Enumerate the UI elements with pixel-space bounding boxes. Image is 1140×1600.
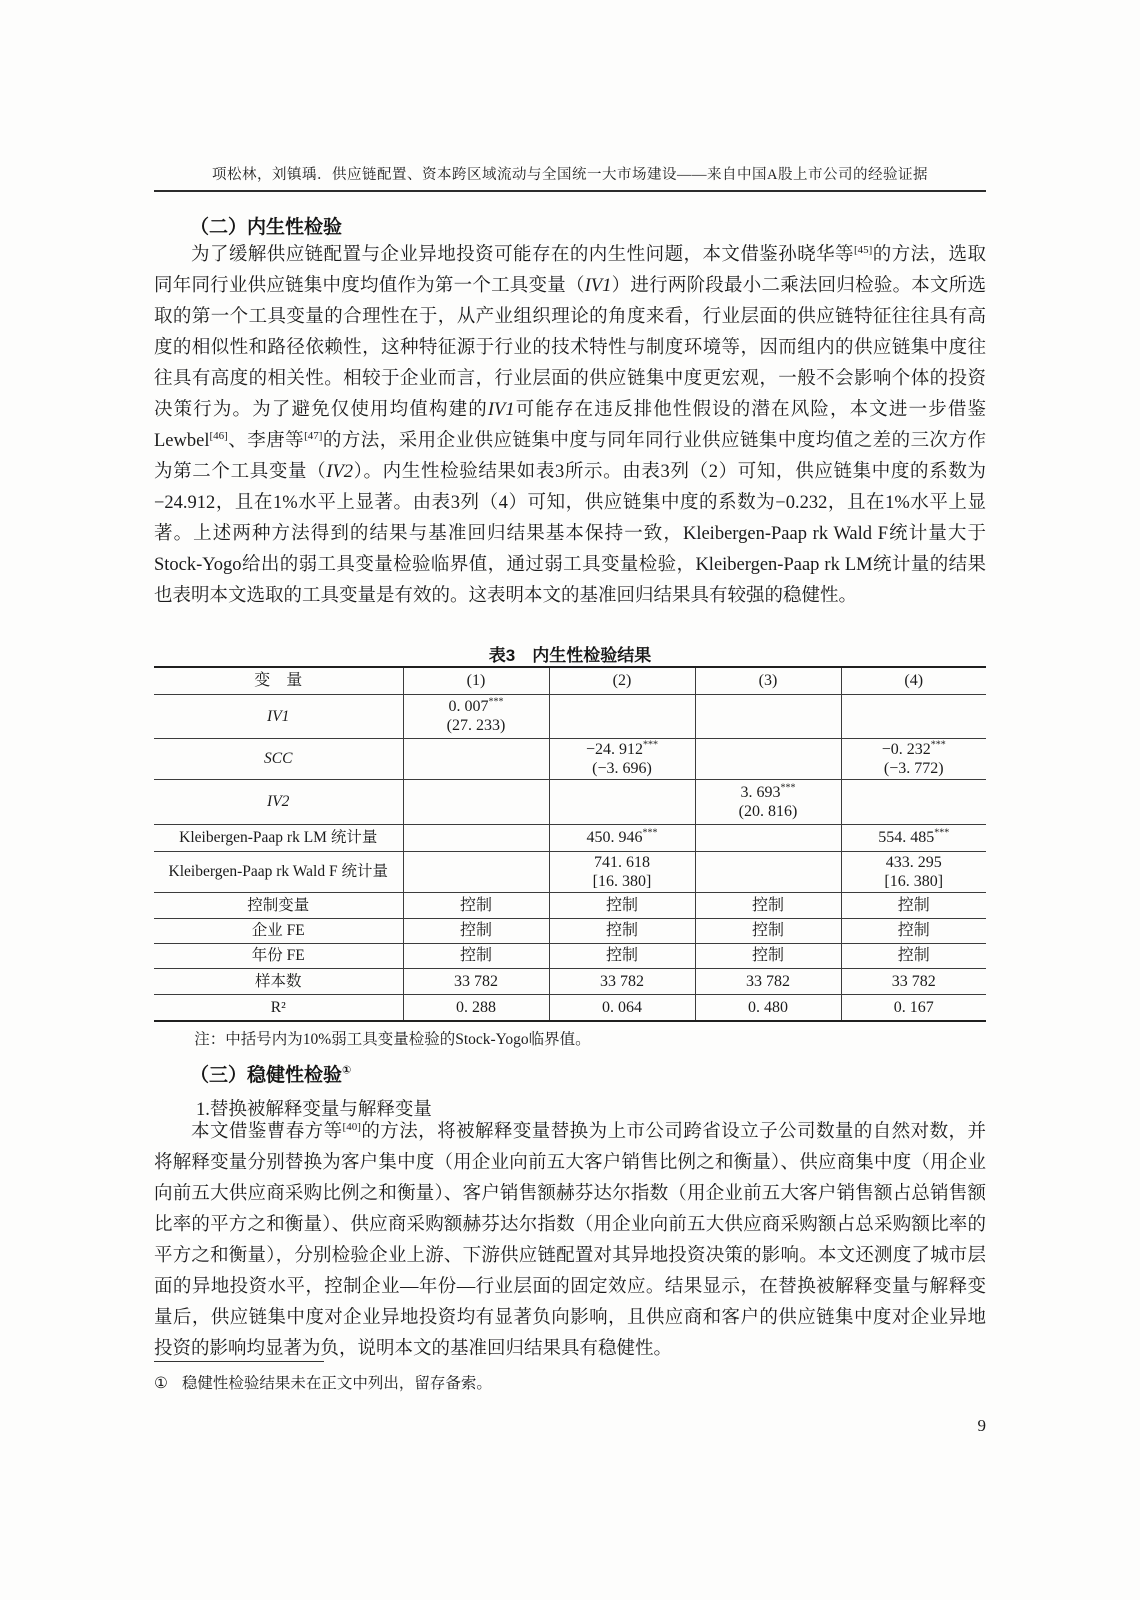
table-cell bbox=[695, 824, 841, 851]
table-row bbox=[154, 824, 986, 851]
table-row bbox=[154, 918, 986, 943]
table-row-label: 年份 FE bbox=[154, 943, 403, 968]
table-cell: 0. 288 bbox=[403, 994, 549, 1021]
table-row-label: IV1 bbox=[154, 694, 403, 738]
table-cell: 控制 bbox=[403, 892, 549, 918]
table-row-label: IV2 bbox=[154, 779, 403, 824]
table-cell: 控制 bbox=[403, 943, 549, 968]
table-cell: (4) bbox=[904, 672, 924, 690]
table-row-label: 企业 FE bbox=[154, 918, 403, 943]
table-row-label: Kleibergen-Paap rk Wald F 统计量 bbox=[154, 851, 403, 892]
table-cell bbox=[549, 779, 695, 824]
table-row-label: 变 量 bbox=[154, 667, 403, 694]
table-cell bbox=[403, 738, 549, 779]
table-cell bbox=[695, 851, 841, 892]
table-cell: (1) bbox=[403, 667, 549, 694]
table-cell: 控制 bbox=[841, 943, 986, 968]
table-cell bbox=[403, 851, 549, 892]
footnote-text: 稳健性检验结果未在正文中列出，留存备索。 bbox=[181, 1375, 492, 1392]
footnote-ref-icon: ① bbox=[342, 1064, 352, 1077]
table-row bbox=[154, 851, 986, 892]
table-cell: 33 782 bbox=[841, 968, 986, 994]
table3-note: 注：中括号内为10%弱工具变量检验的Stock-Yogo临界值。 bbox=[194, 1031, 591, 1048]
section-heading-text: （三）稳健性检验 bbox=[190, 1065, 343, 1086]
table-cell: 33 782 bbox=[695, 968, 841, 994]
footnote-divider bbox=[154, 1361, 324, 1362]
table3-body bbox=[154, 667, 986, 1021]
table-row bbox=[154, 694, 986, 738]
table-row-label: SCC bbox=[154, 738, 403, 779]
table-row bbox=[154, 943, 986, 968]
footnote bbox=[154, 1371, 986, 1393]
table-cell: (3) bbox=[695, 667, 841, 694]
table-cell: 0. 167 bbox=[841, 994, 986, 1021]
table-cell: 33 782 bbox=[403, 968, 549, 994]
table-cell: 控制 bbox=[695, 892, 841, 918]
table-cell: 0. 007*** (27. 233) bbox=[403, 694, 549, 738]
running-header: 项松林，刘镇瑀．供应链配置、资本跨区域流动与全国统一大市场建设——来自中国A股上市公司的经验证据 bbox=[212, 167, 928, 183]
table-cell bbox=[695, 694, 841, 738]
table-cell bbox=[403, 779, 549, 824]
table-row bbox=[154, 968, 986, 994]
section-heading-endogeneity: （二）内生性检验 bbox=[190, 217, 343, 238]
table-cell: 控制 bbox=[549, 892, 695, 918]
table-row bbox=[154, 779, 986, 824]
section-heading-robustness bbox=[190, 1060, 986, 1087]
table-row bbox=[154, 994, 986, 1021]
table-cell: 控制 bbox=[403, 918, 549, 943]
table-cell bbox=[549, 694, 695, 738]
table-cell: 433. 295 [16. 380] bbox=[841, 851, 986, 892]
table-cell: 控制 bbox=[549, 943, 695, 968]
table-cell: −24. 912*** (−3. 696) bbox=[549, 738, 695, 779]
table-cell: 控制 bbox=[549, 918, 695, 943]
table-cell bbox=[403, 824, 549, 851]
robustness-paragraph: 本文借鉴曹春方等[40]的方法，将被解释变量替换为上市公司跨省设立子公司数量的自然对数，并将解释变量分别替换为客户集中度（用企业向前五大客户销售比例之和衡量）、供应商集中度（用企业向前五大供应商采购比例之和衡量）、客户销售额赫芬达尔指数（用企业前五大客户销售额占总销售额比率的平方之和衡量）、供应商采购额赫芬达尔指数（用企业向前五大供应商采购额占总采购额比率的平方之和衡量），分别检验企业上游、下游供应链配置对其异地投资决策的影响。本文还测度了城市层面的异地投资水平，控制企业—年份—行业层面的固定效应。结果显示，在替换被解释变量与解释变量后，供应链集中度对企业异地投资均有显著负向影响，且供应商和客户的供应链集中度对企业异地投资的影响均显著为负，说明本文的基准回归结果具有稳健性。 bbox=[154, 1120, 986, 1359]
table-cell: 0. 064 bbox=[549, 994, 695, 1021]
table-cell: 控制 bbox=[841, 918, 986, 943]
table-cell: 控制 bbox=[841, 892, 986, 918]
table-cell bbox=[695, 738, 841, 779]
table-cell: 0. 480 bbox=[695, 994, 841, 1021]
table-cell: 3. 693*** (20. 816) bbox=[695, 779, 841, 824]
footnote-marker: ① bbox=[154, 1375, 168, 1392]
table-cell: 33 782 bbox=[549, 968, 695, 994]
page-number: 9 bbox=[977, 1416, 986, 1435]
table-cell: 554. 485*** bbox=[841, 824, 986, 851]
table-cell bbox=[841, 779, 986, 824]
table-cell: 控制 bbox=[695, 918, 841, 943]
table-row-label: 控制变量 bbox=[154, 892, 403, 918]
table-row bbox=[154, 667, 986, 694]
table-cell: 741. 618 [16. 380] bbox=[549, 851, 695, 892]
table-row-label: R² bbox=[154, 994, 403, 1021]
table-cell: −0. 232*** (−3. 772) bbox=[841, 738, 986, 779]
table-cell: 控制 bbox=[695, 943, 841, 968]
table3-endogeneity-results bbox=[154, 666, 986, 1022]
table3-title: 表3 内生性检验结果 bbox=[488, 646, 652, 665]
subsection-heading: 1.替换被解释变量与解释变量 bbox=[196, 1100, 432, 1120]
header-rule bbox=[154, 190, 986, 192]
table-cell: (2) bbox=[549, 667, 695, 694]
endogeneity-paragraph: 为了缓解供应链配置与企业异地投资可能存在的内生性问题，本文借鉴孙晓华等[45]的方法，选取同年同行业供应链集中度均值作为第一个工具变量（IV1）进行两阶段最小二乘法回归检验。本文所选取的第一个工具变量的合理性在于，从产业组织理论的角度来看，行业层面的供应链特征往往具有高度的相似性和路径依赖性，这种特征源于行业的技术特性与制度环境等，因而组内的供应链集中度往往具有高度的相关性。相较于企业而言，行业层面的供应链集中度更宏观，一般不会影响个体的投资决策行为。为了避免仅使用均值构建的IV1可能存在违反排他性假设的潜在风险，本文进一步借鉴Lewbel[46]、李唐等[47]的方法，采用企业供应链集中度与同年同行业供应链集中度均值之差的三次方作为第二个工具变量（IV2）。内生性检验结果如表3所示。由表3列（2）可知，供应链集中度的系数为−24.912，且在1%水平上显著。由表3列（4）可知，供应链集中度的系数为−0.232，且在1%水平上显著。上述两种方法得到的结果与基准回归结果基本保持一致，Kleibergen-Paap rk Wald F统计量大于Stock-Yogo给出的弱工具变量检验临界值，通过弱工具变量检验，Kleibergen-Paap rk LM统计量的结果也表明本文选取的工具变量是有效的。这表明本文的基准回归结果具有较强的稳健性。 bbox=[154, 243, 986, 606]
table-cell bbox=[841, 694, 986, 738]
table-row-label: 样本数 bbox=[154, 968, 403, 994]
table-row bbox=[154, 892, 986, 918]
table-row bbox=[154, 738, 986, 779]
table-row-label: Kleibergen-Paap rk LM 统计量 bbox=[154, 824, 403, 851]
table-cell: 450. 946*** bbox=[549, 824, 695, 851]
